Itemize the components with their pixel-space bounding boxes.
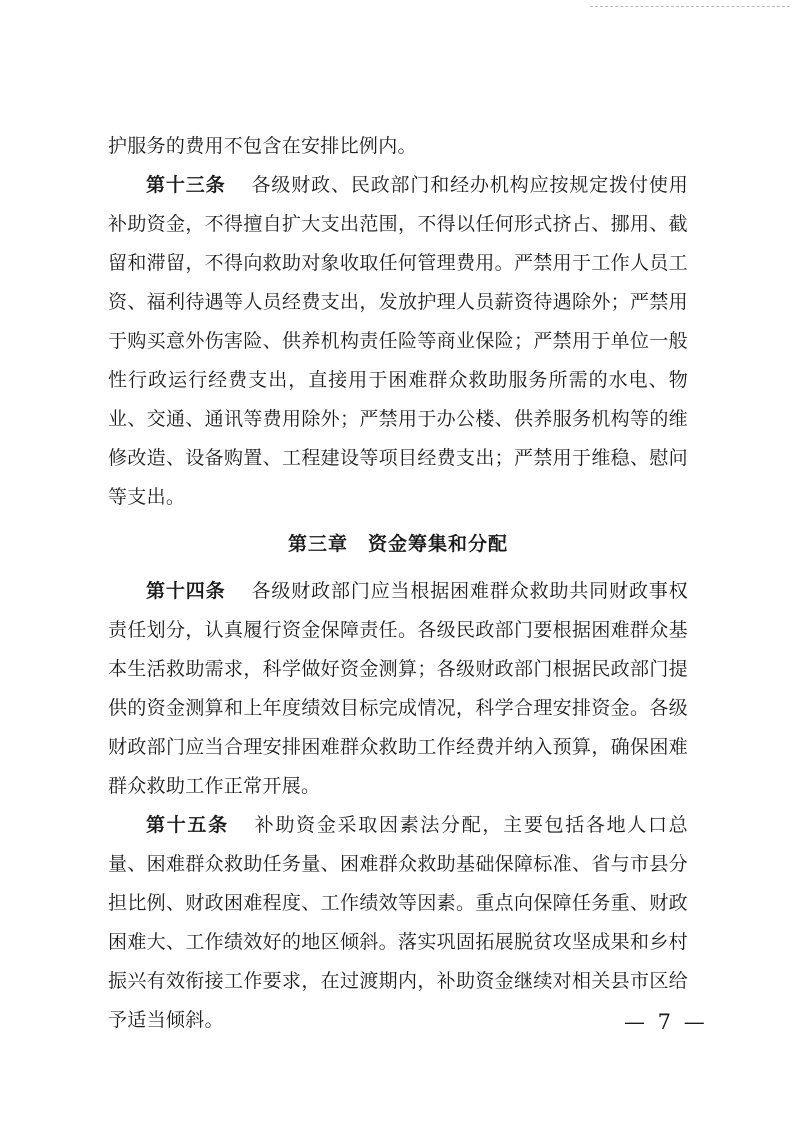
article-15-number: 第十五条: [146, 814, 229, 836]
chapter-title: 资金筹集和分配: [368, 533, 509, 555]
article-13-text: 各级财政、民政部门和经办机构应按规定拨付使用补助资金，不得擅自扩大支出范围，不得以任何形式挤占、挪用、截留和滞留，不得向救助对象收取任何管理费用。严禁用于工作人员工资、福利待遇等人员经费支出，发放护理人员薪资待遇除外；严禁用于购买意外伤害险、供养机构责任险等商业保险；严禁用于单位一般性行政运行经费支出，直接用于困难群众救助服务所需的水电、物业、交通、通讯等费用除外；严禁用于办公楼、供养服务机构等的维修改造、设备购置、工程建设等项目经费支出；严禁用于维稳、慰问等支出。: [108, 174, 689, 508]
scan-edge-line: [590, 6, 790, 8]
article-14-number: 第十四条: [146, 580, 226, 602]
continuation-text: 护服务的费用不包含在安排比例内。: [108, 135, 417, 157]
body-text: [108, 127, 688, 1040]
continuation-paragraph: [108, 127, 688, 166]
article-14-paragraph: [108, 572, 688, 806]
article-13-paragraph: [108, 166, 688, 517]
article-15-paragraph: [108, 806, 688, 1040]
article-14-text: 各级财政部门应当根据困难群众救助共同财政事权责任划分，认真履行资金保障责任。各级民政部门要根据困难群众基本生活救助需求，科学做好资金测算；各级财政部门根据民政部门提供的资金测算和上年度绩效目标完成情况，科学合理安排资金。各级财政部门应当合理安排困难群众救助工作经费并纳入预算，确保困难群众救助工作正常开展。: [108, 580, 689, 797]
article-15-text: 补助资金采取因素法分配，主要包括各地人口总量、困难群众救助任务量、困难群众救助基础保障标准、省与市县分担比例、财政困难程度、工作绩效等因素。重点向保障任务重、财政困难大、工作绩效好的地区倾斜。落实巩固拓展脱贫攻坚成果和乡村振兴有效衔接工作要求，在过渡期内，补助资金继续对相关县市区给予适当倾斜。: [108, 814, 688, 1031]
article-13-number: 第十三条: [146, 174, 226, 196]
chapter-heading: [108, 525, 688, 564]
page-number: — 7 —: [624, 1010, 708, 1034]
chapter-label: 第三章: [287, 533, 348, 555]
